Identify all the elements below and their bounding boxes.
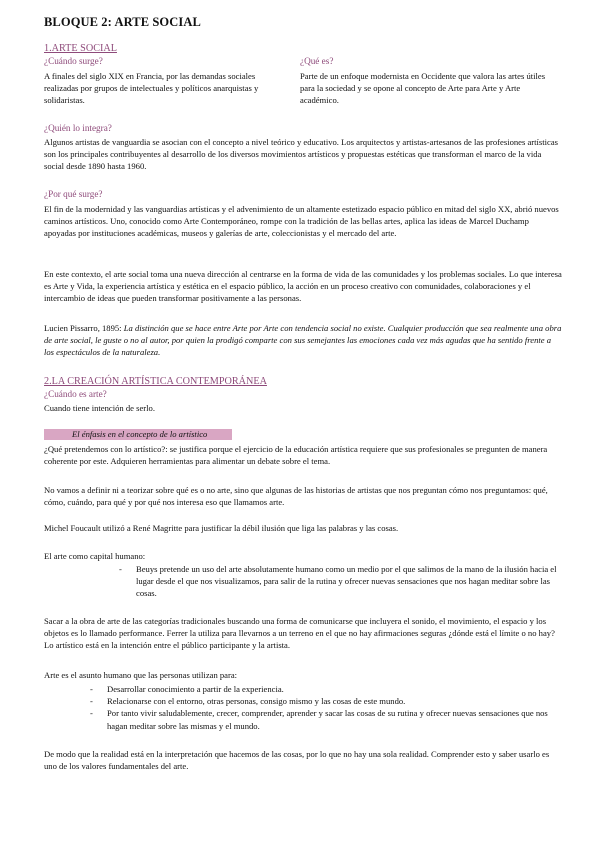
list-item-text: Por tanto vivir saludablemente, crecer, comprender, aprender y sacar las cosas de su rutina y ofrecer nuevas sensaciones que nos hagan meditar sobre las mismas y el mundo.: [107, 708, 548, 731]
question-quien-lo-integra: ¿Quién lo integra?: [44, 123, 112, 133]
paragraph-arte-asunto-humano: Arte es el asunto humano que las personas utilizan para:: [44, 670, 238, 680]
document-title: BLOQUE 2: ARTE SOCIAL: [44, 15, 201, 29]
section-heading-arte-social: 1.ARTE SOCIAL: [44, 43, 117, 54]
list-item-text: Relacionarse con el entorno, otras personas, consigo mismo y las cosas de este mundo.: [107, 696, 406, 707]
list-arte-para: [90, 683, 562, 732]
list-item: [90, 707, 562, 731]
answer-cuando-es-arte: Cuando tiene intención de serlo.: [44, 403, 155, 413]
answer-que-es: Parte de un enfoque modernista en Occidente que valora las artes útiles para la sociedad y se opone al concepto de Arte para Arte y Arte académico.: [300, 71, 546, 106]
list-dash: -: [90, 708, 93, 719]
highlighted-subheading: [44, 429, 232, 440]
paragraph-performance: Sacar a la obra de arte de las categorías tradicionales buscando una forma de comunicarse que incluyera el sonido, el movimiento, el espacio y los objetos es lo llamado performance. Ferrer la utiliza para llevarnos a un terreno en el que no hay afirmaciones seguras ¿dónde está el límite o no hay? Lo artístico está en la intención entre el público participante y la artista.: [44, 616, 555, 651]
list-item: [90, 683, 562, 695]
answer-quien-lo-integra: Algunos artistas de vanguardia se asocian con el concepto a nivel teórico y educativo. Los arquitectos y artistas-artesanos de las profesiones artísticas son los principales contribuyentes al desarrollo de los diversos movimientos artísticos y propuestas estéticas que transforman el marco de la vida social desde 1890 hasta 1960.: [44, 137, 559, 172]
list-item: [90, 695, 562, 707]
paragraph-contexto: En este contexto, el arte social toma una nueva dirección al centrarse en la forma de vida de las comunidades y los problemas sociales. Lo que interesa es Arte y Vida, la experiencia artística y estética en el espacio público, la acción en un proceso creativo con comunidades, colaboraciones y el intercambio de ideas que pueden transformar positivamente a las personas.: [44, 269, 562, 304]
quote-text: La distinción que se hace entre Arte por Arte con tendencia social no existe. Cualquier producción que sea realmente una obra de arte social, le guste o no al autor, por quien la prodigó comparte con sus semejantes las emociones cada vez más agudas que ha sentido frente a los espectáculos de la naturaleza.: [44, 323, 562, 358]
list-item-text: Desarrollar conocimiento a partir de la experiencia.: [107, 684, 284, 694]
paragraph-no-vamos: No vamos a definir ni a teorizar sobre qué es o no arte, sino que algunas de las historias de artistas que nos preguntan cómo nos preguntamos: qué, cómo, cuándo, para qué y por qué nos interesa eso que llamamos arte.: [44, 485, 548, 508]
list-capital-humano: [119, 563, 564, 600]
question-cuando-es-arte: ¿Cuándo es arte?: [44, 389, 107, 399]
paragraph-capital-humano: El arte como capital humano:: [44, 551, 146, 561]
highlighted-subheading-text: El énfasis en el concepto de lo artístico: [72, 429, 208, 439]
list-dash: -: [90, 696, 93, 707]
list-dash: -: [90, 684, 93, 694]
paragraph-realidad: De modo que la realidad está en la interpretación que hacemos de las cosas, por lo que no hay una sola realidad. Comprender esto y saber usarlo es uno de los valores fundamentales del arte.: [44, 749, 550, 772]
question-que-es: ¿Qué es?: [300, 56, 334, 66]
section-heading-creacion-artistica: 2.LA CREACIÓN ARTÍSTICA CONTEMPORÁNEA: [44, 376, 267, 387]
quote-author: Lucien Pissarro, 1895:: [44, 323, 124, 333]
question-por-que-surge: ¿Por qué surge?: [44, 189, 103, 199]
quote-pissarro: [44, 322, 562, 359]
list-item-text: Beuys pretende un uso del arte absolutamente humano como un medio por el que salimos de la mano de la ilusión hacia el lugar desde el que nos visualizamos, para salir de la rutina y ofrecer nuevas sensaciones que nos hagan meditar sobre las cosas.: [136, 564, 557, 599]
list-item: [119, 563, 564, 600]
answer-por-que-surge: El fin de la modernidad y las vanguardias artísticas y el advenimiento de un altamente estetizado espacio público en mitad del siglo XX, abrió nuevos caminos artísticos. Uno, conocido como Arte Contemporáneo, rompe con la tradición de las bellas artes, aplica las ideas de Marcel Duchamp apoyadas por instituciones académicas, museos y galerías de arte, coleccionistas y el mercado del arte.: [44, 204, 559, 239]
paragraph-que-pretendemos: ¿Qué pretendemos con lo artístico?: se justifica porque el ejercicio de la educación artística requiere que sus profesionales se pregunten de manera coherente por este. Adquieren herramientas para alimentar un debate sobre el tema.: [44, 444, 548, 467]
question-cuando-surge: ¿Cuándo surge?: [44, 56, 103, 66]
list-dash: -: [119, 564, 122, 574]
paragraph-foucault: Michel Foucault utilizó a René Magritte para justificar la débil ilusión que liga las palabras y las cosas.: [44, 523, 399, 533]
answer-cuando-surge: A finales del siglo XIX en Francia, por las demandas sociales realizadas por grupos de intelectuales y políticos anarquistas y solidaristas.: [44, 71, 259, 106]
